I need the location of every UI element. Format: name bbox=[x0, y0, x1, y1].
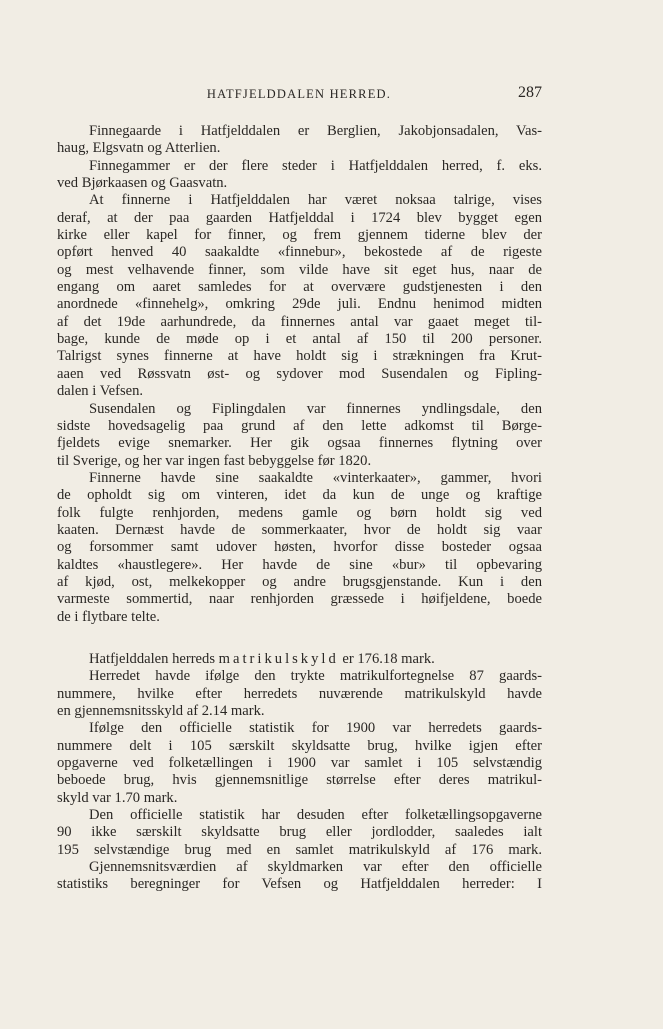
text-line: Herredet havde ifølge den trykte matrikulfortegnelse 87 gaards- bbox=[89, 668, 542, 685]
text-line: kaldtes «haustlegere». Her havde de sine «bur» til opbevaring bbox=[57, 556, 542, 573]
text-line: ved Bjørkaasen og Gaasvatn. bbox=[57, 175, 228, 192]
text-line: kirke eller kapel for finner, og frem gjennem tiderne blev der bbox=[57, 227, 542, 244]
running-header bbox=[56, 84, 542, 107]
emphasized-term: matrikulskyld bbox=[218, 651, 339, 667]
text-line: Finnerne havde sine saakaldte «vinterkaater», gammer, hvori bbox=[89, 469, 542, 486]
text-line: Susendalen og Fiplingdalen var finnernes yndlingsdale, den bbox=[89, 400, 542, 417]
text-line: opgaverne ved folketællingen i 1900 var samlet i 105 selvstændig bbox=[57, 755, 542, 772]
text-line: en gjennemsnitsskyld af 2.14 mark. bbox=[57, 703, 265, 720]
text-line: Finnegaarde i Hatfjelddalen er Berglien, Jakobjonsadalen, Vas- bbox=[89, 123, 542, 139]
text-line: Gjennemsnitsværdien af skyldmarken var efter den officielle bbox=[89, 859, 542, 876]
text-line: Ifølge den officielle statistik for 1900 var herredets gaards- bbox=[89, 720, 542, 737]
running-title: HATFJELDDALEN HERRED. bbox=[206, 87, 392, 101]
text-line: haug, Elgsvatn og Atterlien. bbox=[57, 140, 221, 157]
text-line: folk fulgte renhjorden, medens gamle og børn holdt sig ved bbox=[57, 504, 542, 521]
text-line: Talrigst synes finnerne at have holdt sig i strækningen fra Krut- bbox=[57, 348, 542, 365]
text-line: og mest velhavende finner, som vilde have sit eget hus, naar de bbox=[57, 261, 542, 278]
text-line: engang om aaret samledes for at overvære gudstjenesten i den bbox=[57, 279, 542, 296]
text-line: nummere, hvilke efter herredets nuværende matrikulskyld havde bbox=[57, 685, 542, 702]
text-line: dalen i Vefsen. bbox=[57, 383, 144, 400]
text-line: de opholdt sig om vinteren, idet da kun de unge og kraftige bbox=[57, 487, 542, 504]
text-block-matrikulskyld bbox=[57, 651, 542, 894]
text-line: beboede brug, hvis gjennemsnitlige størrelse efter deres matrikul- bbox=[57, 772, 542, 789]
text-line: anordnede «finnehelg», omkring 29de juli. Endnu henimod midten bbox=[57, 296, 542, 313]
text-line: kaaten. Dernæst havde de sommerkaater, hvor de holdt sig vaar bbox=[57, 521, 542, 538]
text-line: Den officielle statistik har desuden efter folketællingsopgaverne bbox=[89, 807, 542, 824]
text-lines bbox=[57, 668, 542, 893]
text-line: bage, kunde de møde op i et antal af 150 til 200 personer. bbox=[57, 331, 542, 348]
text-line: skyld var 1.70 mark. bbox=[57, 789, 178, 806]
text-line: fjeldets evige snemarker. Her gik ogsaa finnernes flytning over bbox=[57, 435, 542, 452]
text-line: Hatfjelddalen herreds matrikulskyld er 176.18 mark. bbox=[89, 651, 435, 667]
page-number: 287 bbox=[518, 84, 542, 101]
text-line: de i flytbare telte. bbox=[57, 608, 160, 625]
text-line: nummere delt i 105 særskilt skyldsatte brug, hvilke igjen efter bbox=[57, 737, 542, 754]
text-line: At finnerne i Hatfjelddalen har været noksaa talrige, vises bbox=[89, 192, 542, 209]
text-line: af kjød, ost, melkekopper og andre brugsgjenstande. Kun i den bbox=[57, 573, 542, 590]
text-line: 90 ikke særskilt skyldsatte brug eller jordlodder, saaledes ialt bbox=[57, 824, 542, 841]
text-line: af det 19de aarhundrede, da finnernes antal var gaaet meget til- bbox=[57, 313, 542, 330]
text-line: statistiks beregninger for Vefsen og Hatfjelddalen herreder: I bbox=[57, 876, 542, 893]
text-block-finnish-settlements bbox=[57, 123, 542, 626]
text-line: varmeste sommertid, naar renhjorden græssede i høifjeldene, boede bbox=[57, 591, 542, 608]
text-line: Finnegammer er der flere steder i Hatfjelddalen herred, f. eks. bbox=[89, 157, 542, 174]
text-line: sidste hovedsagelig paa grund af den lette adkomst til Børge- bbox=[57, 417, 542, 434]
text-line: og forsommer samt udover høsten, hvorfor disse bosteder ogsaa bbox=[57, 539, 542, 556]
text-line: aaen ved Røssvatn øst- og sydover mod Susendalen og Fipling- bbox=[57, 365, 542, 382]
text-line: til Sverige, og her var ingen fast bebyggelse før 1820. bbox=[57, 452, 372, 469]
text-line: deraf, at der paa gaarden Hatfjelddal i 1724 blev bygget egen bbox=[57, 209, 542, 226]
text-line: 195 selvstændige brug med en samlet matrikulskyld af 176 mark. bbox=[57, 841, 542, 858]
text-line: opført henved 40 saakaldte «finnebur», bekostede af de rigeste bbox=[57, 244, 542, 261]
